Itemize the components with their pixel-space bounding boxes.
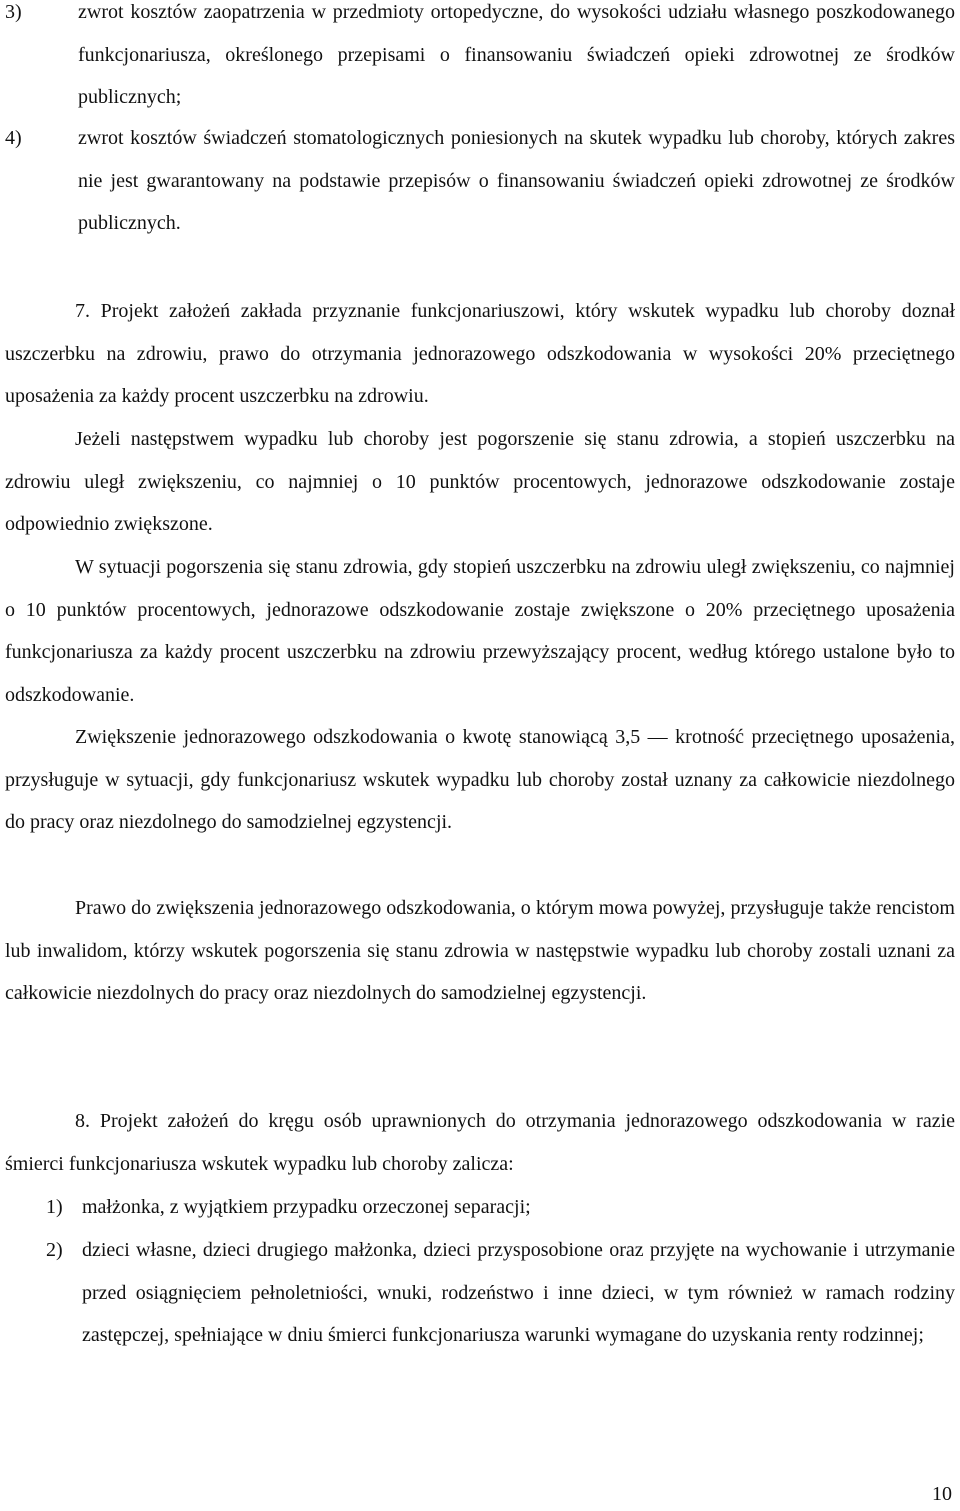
section-8-item-1-text: małżonka, z wyjątkiem przypadku orzeczonej separacji; — [82, 1196, 531, 1218]
section-7-paragraph-2 — [5, 418, 955, 546]
section-7-paragraph-1 — [5, 290, 955, 418]
section-7-paragraph-5 — [5, 887, 955, 1015]
list-item-4-text: zwrot kosztów świadczeń stomatologicznych poniesionych na skutek wypadku lub choroby, których zakres nie jest gwarantowany na podstawie przepisów o finansowaniu świadczeń opieki zdrowotnej ze środków publicznych. — [78, 127, 955, 235]
section-8-intro-text: 8. Projekt założeń do kręgu osób uprawnionych do otrzymania jednorazowego odszkodowania w razie śmierci funkcjonariusza wskutek wypadku lub choroby zalicza: — [5, 1110, 955, 1175]
section-7-paragraph-4 — [5, 716, 955, 844]
section-7-paragraph-2-text: Jeżeli następstwem wypadku lub choroby jest pogorszenie się stanu zdrowia, a stopień uszczerbku na zdrowiu uległ zwiększeniu, co najmniej o 10 punktów procentowych, jednorazowe odszkodowanie zostaje odpowiednio zwiększone. — [5, 428, 955, 536]
section-8-item-number-2: 2) — [46, 1239, 63, 1261]
section-7-paragraph-3 — [5, 546, 955, 716]
list-item-3-text: zwrot kosztów zaopatrzenia w przedmioty ortopedyczne, do wysokości udziału własnego poszkodowanego funkcjonariusza, określonego przepisami o finansowaniu świadczeń opieki zdrowotnej ze środków publicznych; — [78, 1, 955, 109]
section-7-paragraph-4-text: Zwiększenie jednorazowego odszkodowania o kwotę stanowiącą 3,5 — krotność przeciętnego uposażenia, przysługuje w sytuacji, gdy funkcjonariusz wskutek wypadku lub choroby został uznany za całkowicie niezdolnego do pracy oraz niezdolnego do samodzielnej egzystencji. — [5, 726, 955, 834]
section-8-item-2-text: dzieci własne, dzieci drugiego małżonka, dzieci przysposobione oraz przyjęte na wychowanie i utrzymanie przed osiągnięciem pełnoletniości, wnuki, rodzeństwo i inne dzieci, w tym również w ramach rodziny zastępczej, spełniające w dniu śmierci funkcjonariusza warunki wymagane do uzyskania renty rodzinnej; — [82, 1239, 955, 1347]
section-7-paragraph-5-text: Prawo do zwiększenia jednorazowego odszkodowania, o którym mowa powyżej, przysługuje także rencistom lub inwalidom, którzy wskutek pogorszenia się stanu zdrowia w następstwie wypadku lub choroby zostali uznani za całkowicie niezdolnych do pracy oraz niezdolnych do samodzielnej egzystencji. — [5, 897, 955, 1005]
list-number-3: 3) — [5, 1, 22, 23]
page-number: 10 — [932, 1483, 952, 1505]
section-8-item-number-1: 1) — [46, 1196, 63, 1218]
section-7-paragraph-3-text: W sytuacji pogorszenia się stanu zdrowia, gdy stopień uszczerbku na zdrowiu uległ zwiększeniu, co najmniej o 10 punktów procentowych, jednorazowe odszkodowanie zostaje zwiększone o 20% przeciętnego uposażenia funkcjonariusza za każdy procent uszczerbku na zdrowiu przewyższający procent, według którego ustalone było to odszkodowanie. — [5, 556, 955, 706]
section-7-paragraph-1-text: 7. Projekt założeń zakłada przyznanie funkcjonariuszowi, który wskutek wypadku lub choroby doznał uszczerbku na zdrowiu, prawo do otrzymania jednorazowego odszkodowania w wysokości 20% przeciętnego uposażenia za każdy procent uszczerbku na zdrowiu. — [5, 300, 955, 408]
section-8-intro — [5, 1100, 955, 1185]
list-number-4: 4) — [5, 127, 22, 149]
